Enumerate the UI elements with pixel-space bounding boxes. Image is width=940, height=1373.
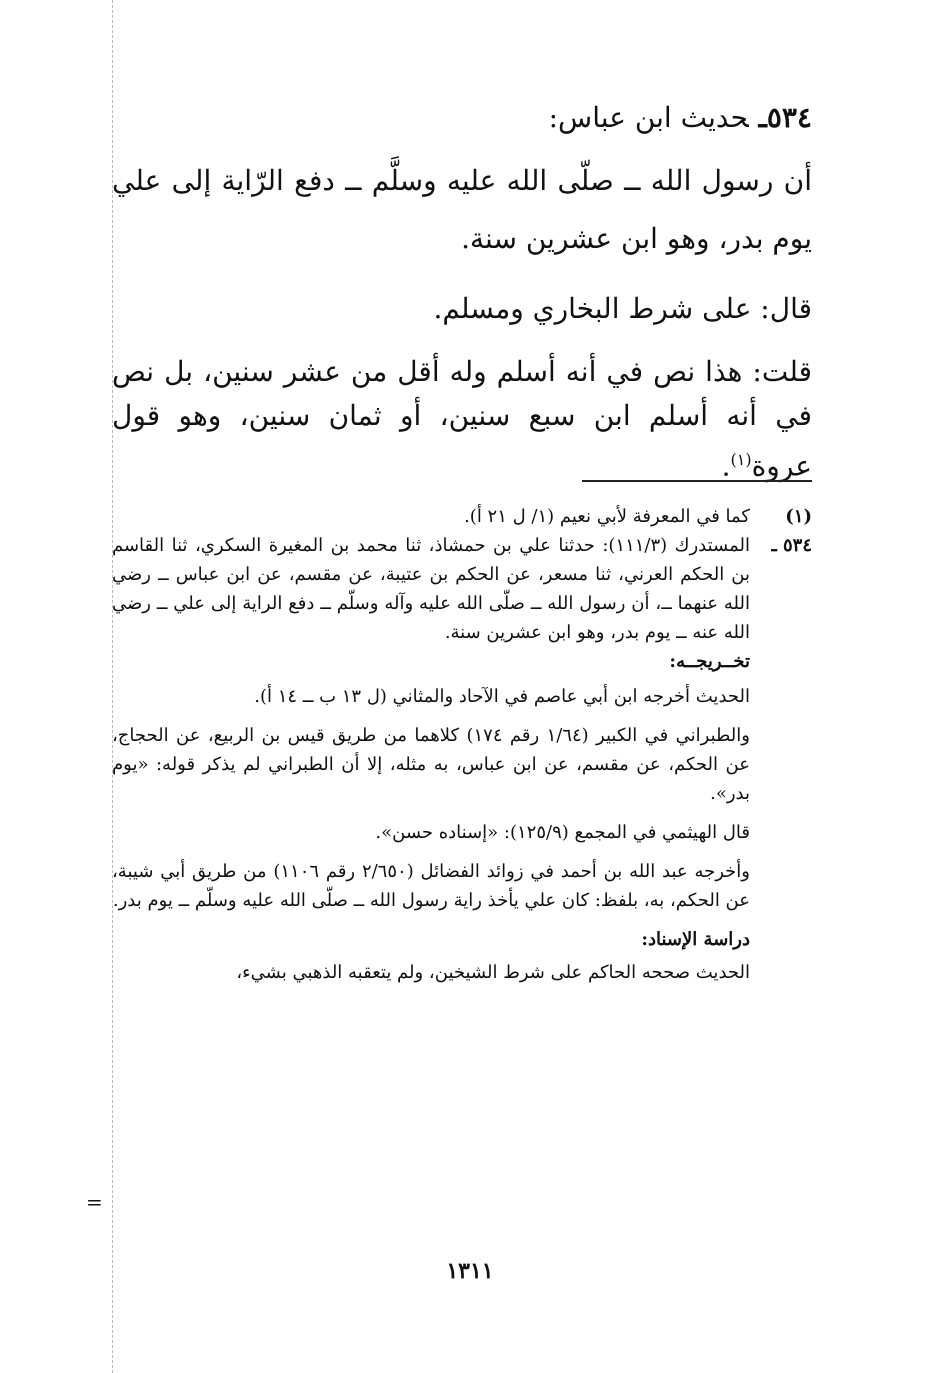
footnotes (112, 502, 812, 987)
hadith-heading (112, 96, 812, 140)
main-text (112, 152, 812, 488)
footnote-separator (582, 480, 812, 482)
takhrij-paragraph-3: قال الهيثمي في المجمع (١٢٥/٩): «إسناده حسن». (375, 822, 750, 843)
continuation-mark: = (86, 1190, 103, 1214)
hadith-matn: أن رسول الله ــ صلّى الله عليه وسلَّم ــ دفع الرّاية إلى علي يوم بدر، وهو ابن عشرين سنة. (112, 164, 812, 255)
hakim-remark: قال: على شرط البخاري ومسلم. (433, 292, 812, 325)
takhrij-paragraph-4: وأخرجه عبد الله بن أحمد في زوائد الفضائل (٢/٦٥٠ رقم ١١٠٦) من طريق أبي شيبة، عن الحكم، به، بلفظ: كان علي يأخذ راية رسول الله ــ صلّى الله عليه وسلّم ــ يوم بدر. (112, 861, 751, 911)
hadith-title: حديث ابن عباس: (548, 101, 749, 134)
commentary-end: . (721, 449, 731, 483)
commentary-paragraph (112, 350, 812, 488)
takhrij-section (112, 647, 812, 987)
footnote-534-text: المستدرك (١١١/٣): حدثنا علي بن حمشاذ، ثنا محمد بن المغيرة السكري، ثنا القاسم بن الحكم العرني، ثنا مسعر، عن الحكم بن عتيبة، عن مقسم، عن ابن عباس ــ رضي الله عنهما ــ، أن رسول الله ــ صلّى الله عليه وآله وسلّم ــ دفع الراية إلى علي ــ رضي الله عنه ــ يوم بدر، وهو ابن عشرين سنة. (112, 535, 750, 643)
commentary-text: قلت: هذا نص في أنه أسلم وله أقل من عشر سنين، بل نص في أنه أسلم ابن سبع سنين، أو ثمان سنين، وهو قول عروة (112, 355, 812, 483)
isnad-paragraph-1: الحديث صححه الحاكم على شرط الشيخين، ولم يتعقبه الذهبي بشيء، (236, 962, 750, 983)
footnote-1 (112, 502, 812, 531)
hadith-number: ٥٣٤ـ (758, 101, 812, 134)
page-number: ١٣١١ (446, 1258, 494, 1284)
takhrij-paragraph-1: الحديث أخرجه ابن أبي عاصم في الآحاد والمثاني (ل ١٣ ب ــ ١٤ أ). (254, 686, 750, 707)
footnote-1-text: كما في المعرفة لأبي نعيم (١/ ل ٢١ أ). (464, 506, 750, 527)
takhrij-paragraph-2: والطبراني في الكبير (١/٦٤ رقم ١٧٤) كلاهما من طريق قيس بن الربيع، عن الحجاج، عن الحكم، عن مقسم، عن ابن عباس، به مثله، إلا أن الطبراني لم يذكر قوله: «يوم بدر». (112, 725, 750, 804)
footnote-534-mark: ٥٣٤ ـ (771, 535, 812, 556)
footnote-reference: (١) (730, 450, 752, 469)
isnad-title: دراسة الإسناد: (641, 929, 750, 950)
footnote-534 (112, 531, 812, 647)
footnote-1-mark: (١) (785, 506, 812, 527)
takhrij-title: تخــريجــه: (669, 651, 750, 672)
